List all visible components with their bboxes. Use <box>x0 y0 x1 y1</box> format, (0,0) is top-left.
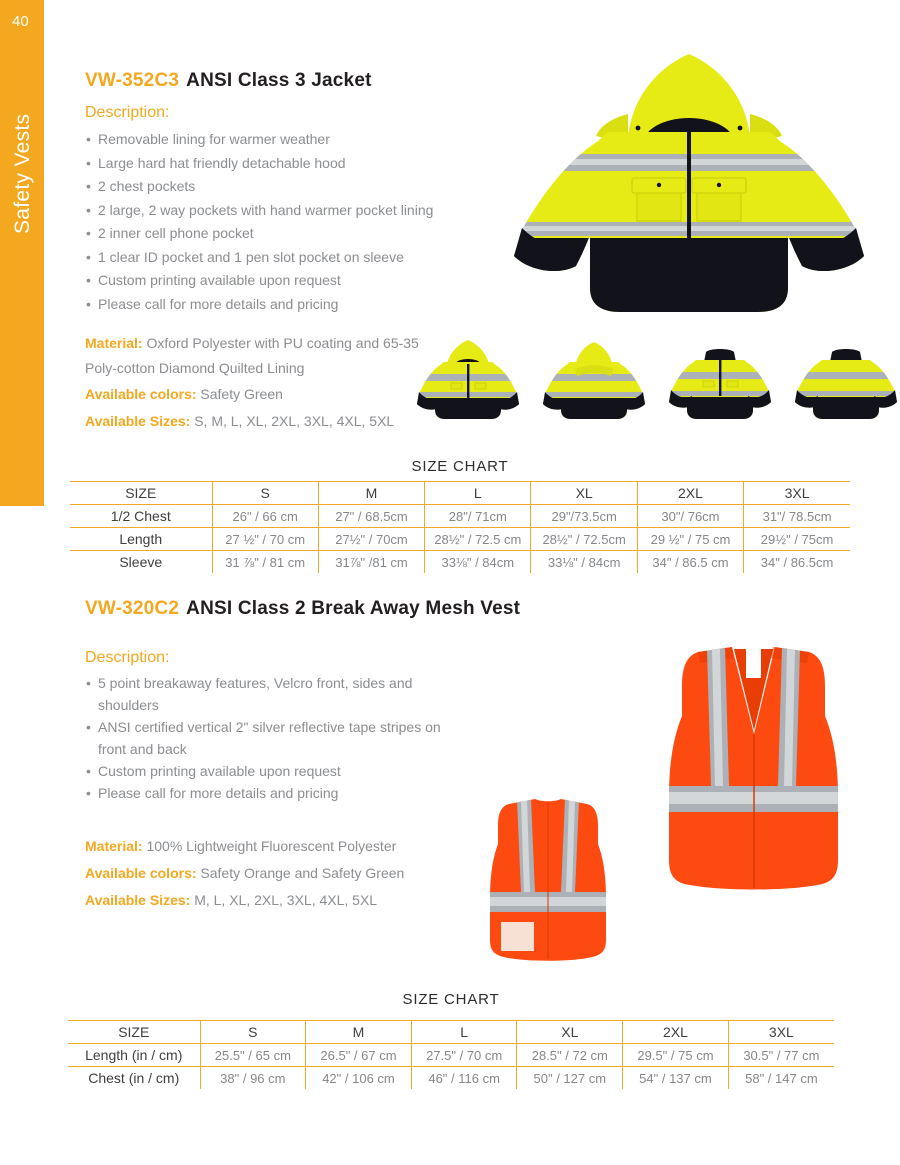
product1-material-line <box>85 331 437 381</box>
table-row <box>70 528 850 551</box>
bullet-item: • Removable lining for warmer weather <box>85 128 565 152</box>
table-cell: 29"/73.5cm <box>531 505 637 528</box>
table-column-header: 3XL <box>744 482 850 505</box>
material-label: Material: <box>85 838 143 854</box>
table-column-header: S <box>212 482 318 505</box>
bullet-item: • Please call for more details and pricing <box>85 293 565 317</box>
table-header-row <box>68 1021 834 1044</box>
table-cell: 27" / 68.5cm <box>318 505 424 528</box>
table-header-row <box>70 482 850 505</box>
table-cell: 27.5" / 70 cm <box>411 1044 517 1067</box>
table-cell: 27 ½" / 70 cm <box>212 528 318 551</box>
table-column-header: S <box>200 1021 306 1044</box>
table-column-header: M <box>318 482 424 505</box>
table-column-header: L <box>425 482 531 505</box>
table-cell: 26.5" / 67 cm <box>306 1044 412 1067</box>
product1-name: ANSI Class 3 Jacket <box>186 70 372 91</box>
material-value: Oxford Polyester with PU coating and 65-35 Poly-cotton Diamond Quilted Lining <box>85 335 419 376</box>
product1-colors-line <box>85 382 283 407</box>
jacket-thumbnails <box>414 336 900 428</box>
table-cell: 30.5" / 77 cm <box>728 1044 834 1067</box>
material-label: Material: <box>85 335 143 351</box>
sizes-value: S, M, L, XL, 2XL, 3XL, 4XL, 5XL <box>194 413 395 429</box>
jacket-main-image <box>488 42 890 334</box>
table-row <box>68 1067 834 1090</box>
table-cell: 54" / 137 cm <box>623 1067 729 1090</box>
product1-sizes-line <box>85 409 394 434</box>
product2-bullet-list <box>85 672 453 804</box>
table-cell: 30"/ 76cm <box>637 505 743 528</box>
sizes-label: Available Sizes: <box>85 892 191 908</box>
vest-back-image <box>477 790 619 964</box>
table-column-header: M <box>306 1021 412 1044</box>
table-cell: 27½" / 70cm <box>318 528 424 551</box>
product2-name: ANSI Class 2 Break Away Mesh Vest <box>186 598 521 619</box>
table-cell: 34" / 86.5cm <box>744 551 850 574</box>
product2-description-label: Description: <box>85 649 170 666</box>
jacket-thumb-front-collar <box>666 336 774 428</box>
product1-code: VW-352C3 <box>85 70 180 91</box>
bullet-item: • 2 inner cell phone pocket <box>85 222 565 246</box>
table-cell: 33⅛" / 84cm <box>531 551 637 574</box>
page-number: 40 <box>12 13 29 30</box>
size-chart-1 <box>70 458 850 573</box>
row-label: Chest (in / cm) <box>88 1070 180 1086</box>
table-cell: 50" / 127 cm <box>517 1067 623 1090</box>
bullet-item: • ANSI certified vertical 2" silver reflective tape stripes on front and back <box>85 716 453 760</box>
bullet-item: • Custom printing available upon request <box>85 269 565 293</box>
table-cell: 42" / 106 cm <box>306 1067 412 1090</box>
table-cell: 46" / 116 cm <box>411 1067 517 1090</box>
table-row <box>70 505 850 528</box>
bullet-item: • Please call for more details and pricing <box>85 782 453 804</box>
table-cell: 33⅛" / 84cm <box>425 551 531 574</box>
table-column-header: XL <box>517 1021 623 1044</box>
colors-label: Available colors: <box>85 865 197 881</box>
size-chart-1-table <box>70 481 850 573</box>
table-cell: 38" / 96 cm <box>200 1067 306 1090</box>
table-column-header: 2XL <box>637 482 743 505</box>
sizes-value: M, L, XL, 2XL, 3XL, 4XL, 5XL <box>194 892 378 908</box>
vest-front-image <box>610 636 897 894</box>
sidebar <box>0 0 44 506</box>
size-chart-1-title: SIZE CHART <box>411 458 509 475</box>
table-column-header: SIZE <box>118 1024 150 1040</box>
sidebar-category-label: Safety Vests <box>11 113 34 234</box>
table-column-header: 3XL <box>728 1021 834 1044</box>
table-column-header: XL <box>531 482 637 505</box>
table-cell: 31 ⅞" / 81 cm <box>212 551 318 574</box>
row-label: Length (in / cm) <box>85 1047 183 1063</box>
bullet-item: • 2 chest pockets <box>85 175 565 199</box>
jacket-thumb-back-collar <box>792 336 900 428</box>
table-cell: 28.5" / 72 cm <box>517 1044 623 1067</box>
size-chart-2 <box>68 991 834 1089</box>
table-cell: 28½" / 72.5 cm <box>425 528 531 551</box>
bullet-item: • Large hard hat friendly detachable hood <box>85 152 565 176</box>
size-chart-2-title: SIZE CHART <box>402 991 500 1008</box>
product1-title <box>85 70 372 92</box>
bullet-item: • 1 clear ID pocket and 1 pen slot pocket on sleeve <box>85 246 565 270</box>
table-cell: 29½" / 75cm <box>744 528 850 551</box>
table-cell: 28½" / 72.5cm <box>531 528 637 551</box>
table-cell: 31⅞" /81 cm <box>318 551 424 574</box>
row-label: 1/2 Chest <box>110 508 171 524</box>
table-column-header: L <box>411 1021 517 1044</box>
product1-description-label: Description: <box>85 104 170 121</box>
table-column-header: 2XL <box>623 1021 729 1044</box>
material-value: 100% Lightweight Fluorescent Polyester <box>146 838 397 854</box>
product2-material-line <box>85 834 396 859</box>
product2-title <box>85 598 520 620</box>
colors-value: Safety Green <box>200 386 283 402</box>
table-cell: 29.5" / 75 cm <box>623 1044 729 1067</box>
product2-code: VW-320C2 <box>85 598 180 619</box>
colors-label: Available colors: <box>85 386 197 402</box>
product2-colors-line <box>85 861 404 886</box>
bullet-item: • Custom printing available upon request <box>85 760 453 782</box>
table-cell: 28"/ 71cm <box>425 505 531 528</box>
table-column-header: SIZE <box>125 485 157 501</box>
colors-value: Safety Orange and Safety Green <box>200 865 405 881</box>
size-chart-2-table <box>68 1020 834 1089</box>
table-cell: 31"/ 78.5cm <box>744 505 850 528</box>
bullet-item: • 5 point breakaway features, Velcro front, sides and shoulders <box>85 672 453 716</box>
table-cell: 26" / 66 cm <box>212 505 318 528</box>
table-cell: 34" / 86.5 cm <box>637 551 743 574</box>
table-row <box>68 1044 834 1067</box>
sizes-label: Available Sizes: <box>85 413 191 429</box>
table-cell: 29 ½" / 75 cm <box>637 528 743 551</box>
jacket-thumb-back-hood <box>540 336 648 428</box>
row-label: Sleeve <box>119 554 163 570</box>
product2-sizes-line <box>85 888 377 913</box>
table-cell: 58" / 147 cm <box>728 1067 834 1090</box>
table-cell: 25.5" / 65 cm <box>200 1044 306 1067</box>
jacket-thumb-front-hood <box>414 336 522 428</box>
row-label: Length <box>119 531 163 547</box>
table-row <box>70 551 850 574</box>
bullet-item: • 2 large, 2 way pockets with hand warmer pocket lining <box>85 199 565 223</box>
